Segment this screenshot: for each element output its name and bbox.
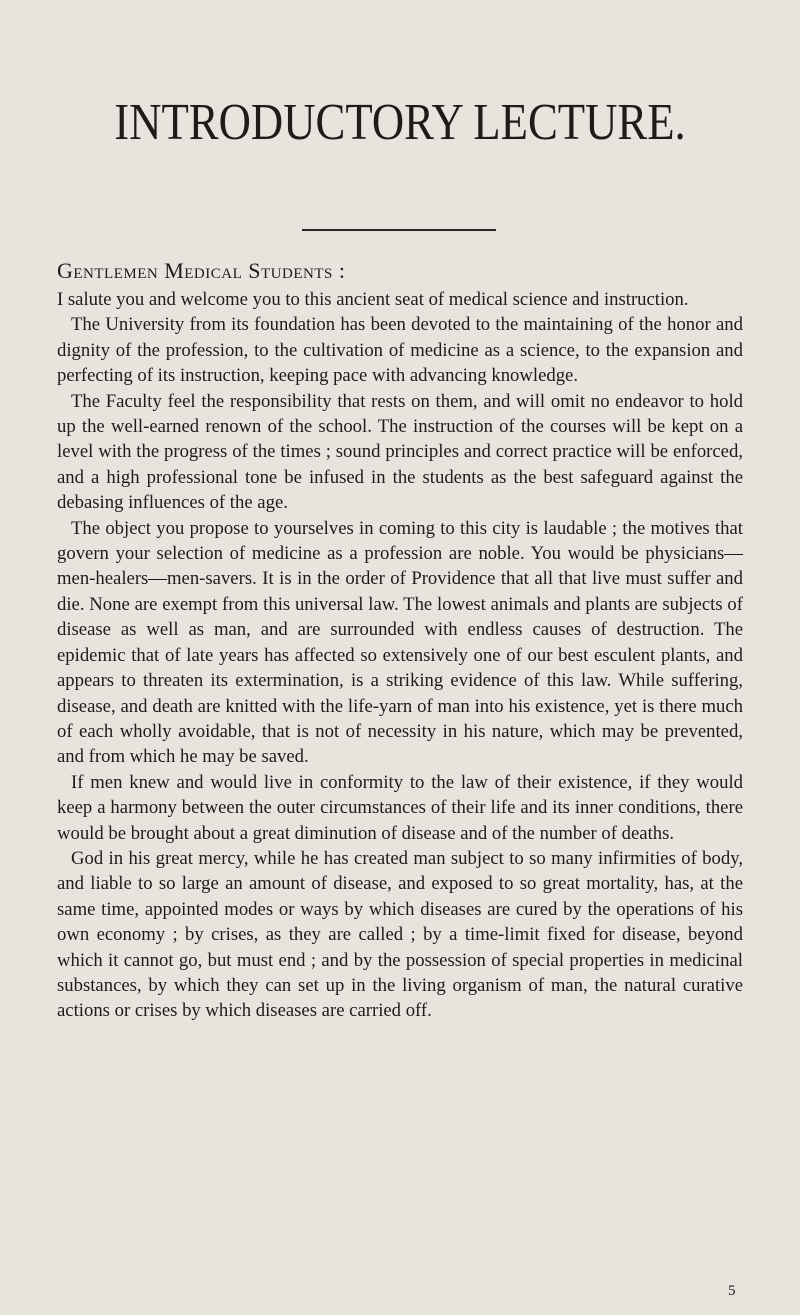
salutation: Gentlemen Medical Students : — [57, 258, 346, 283]
lecture-body — [57, 287, 743, 1024]
title-rule — [302, 229, 496, 231]
paragraph: The object you propose to yourselves in coming to this city is laudable ; the motives that govern your selection of medicine as a profession are noble. You would be physicians—men-healers—men-savers. It is in the order of Providence that all that live must suffer and die. None are exempt from this universal law. The lowest animals and plants are subjects of disease as well as man, and are surrounded with endless causes of destruction. The epidemic that of late years has affected so extensively one of our best esculent plants, and appears to threaten its extermination, is a striking evidence of this law. While suffering, disease, and death are knitted with the life-yarn of man into his existence, yet is there much of each wholly avoidable, that is not of necessity in his nature, which may be prevented, and from which he may be saved. — [57, 517, 743, 768]
paragraph: If men knew and would live in conformity to the law of their existence, if they would keep a harmony between the outer circumstances of their life and its inner conditions, there would be brought about a great diminution of disease and of the number of deaths. — [57, 771, 743, 844]
paragraph: The University from its foundation has been devoted to the maintaining of the honor and dignity of the profession, to the cultivation of medicine as a science, to the expansion and perfecting of its instruction, keeping pace with advancing knowledge. — [57, 314, 743, 387]
paragraph: The Faculty feel the responsibility that rests on them, and will omit no endeavor to hold up the well-earned renown of the school. The instruction of the courses will be kept on a level with the progress of the times ; sound principles and correct practice will be enforced, and a high professional tone be infused in the students as the best safeguard against the debasing influences of the age. — [57, 390, 743, 514]
page-number: 5 — [728, 1283, 736, 1299]
paragraph: I salute you and welcome you to this ancient seat of medical science and instruction. — [57, 289, 689, 310]
paragraph: God in his great mercy, while he has created man subject to so many infirmities of body, and liable to so large an amount of disease, and exposed to so great mortality, has, at the same time, appointed modes or ways by which diseases are cured by the operations of his own economy ; by crises, as they are called ; by a time-limit fixed for disease, beyond which it cannot go, but must end ; and by the possession of special properties in medicinal substances, by which they can set up in the living organism of man, the natural curative actions or crises by which diseases are carried off. — [57, 847, 743, 1022]
lecture-title: INTRODUCTORY LECTURE. — [114, 94, 686, 151]
